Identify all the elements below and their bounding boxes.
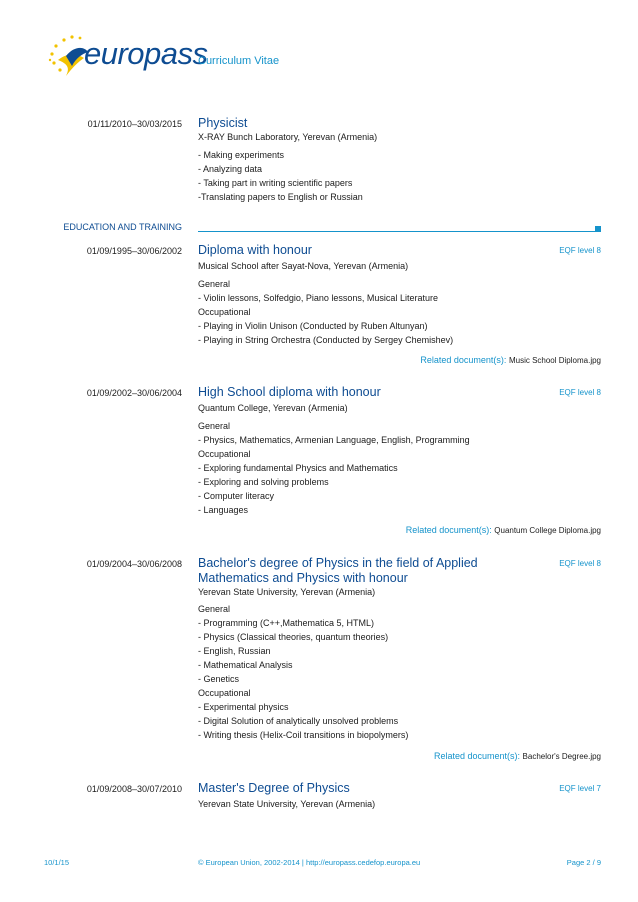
list-item: General [198,421,231,431]
list-item: - Violin lessons, Solfedgio, Piano lessons, Musical Literature [198,293,438,303]
education-date: 01/09/2008–30/07/2010 [86,784,182,794]
list-item: - English, Russian [198,646,271,656]
list-item: General [198,279,231,289]
education-org: Yerevan State University, Yerevan (Armenia) [198,587,376,597]
related-documents [434,751,601,761]
education-date: 01/09/1995–30/06/2002 [86,246,182,256]
list-item: Occupational [198,688,251,698]
list-item: - Physics, Mathematics, Armenian Language, English, Programming [198,435,470,445]
list-item: - Digital Solution of analytically unsolved problems [198,716,399,726]
related-document-link[interactable]: Bachelor's Degree.jpg [522,752,601,761]
related-documents [420,355,601,365]
education-date: 01/09/2004–30/06/2008 [86,559,182,569]
education-org: Musical School after Sayat-Nova, Yerevan (Armenia) [198,261,409,271]
education-org: Quantum College, Yerevan (Armenia) [198,403,348,413]
education-title: Master's Degree of Physics [198,781,350,795]
education-title: High School diploma with honour [198,385,381,399]
education-title: Diploma with honour [198,243,312,257]
eqf-level: EQF level 7 [559,784,601,793]
list-item: - Analyzing data [198,164,263,174]
list-item: -Translating papers to English or Russian [198,192,363,202]
education-lines [198,419,470,517]
work-date: 01/11/2010–30/03/2015 [87,119,182,129]
related-label: Related document(s): [420,355,507,365]
eqf-level: EQF level 8 [559,388,601,397]
work-employer: X-RAY Bunch Laboratory, Yerevan (Armenia) [198,132,378,142]
list-item: - Experimental physics [198,702,289,712]
related-label: Related document(s): [405,525,492,535]
list-item: - Programming (C++,Mathematica 5, HTML) [198,618,375,628]
footer-copyright-link[interactable]: © European Union, 2002-2014 | http://europass.cedefop.europa.eu [198,858,421,867]
list-item: - Playing in String Orchestra (Conducted by Sergey Chemishev) [198,335,454,345]
list-item: Occupational [198,449,251,459]
europass-wordmark: europass [84,36,208,71]
education-date: 01/09/2002–30/06/2004 [86,388,182,398]
eqf-level: EQF level 8 [559,559,601,568]
related-document-link[interactable]: Quantum College Diploma.jpg [494,526,601,535]
education-org: Yerevan State University, Yerevan (Armenia) [198,799,376,809]
list-item: - Physics (Classical theories, quantum theories) [198,632,389,642]
section-heading-education: EDUCATION AND TRAINING [63,222,182,232]
list-item: - Mathematical Analysis [198,660,293,670]
list-item: General [198,604,231,614]
list-item: - Languages [198,505,249,515]
list-item: - Exploring and solving problems [198,477,329,487]
list-item: - Genetics [198,674,240,684]
work-lines [198,148,363,204]
related-documents [406,525,601,535]
related-label: Related document(s): [433,751,521,761]
list-item: - Writing thesis (Helix-Coil transitions in biopolymers) [198,730,409,740]
eqf-level: EQF level 8 [559,246,601,255]
related-document-link[interactable]: Music School Diploma.jpg [508,356,601,365]
section-divider [198,231,596,232]
footer-page-number: Page 2 / 9 [566,858,601,867]
education-title: Bachelor's degree of Physics in the field of Applied Mathematics and Physics with honour [198,556,478,585]
work-title: Physicist [198,116,248,130]
list-item: - Taking part in writing scientific papers [198,178,353,188]
list-item: - Computer literacy [198,491,275,501]
list-item: - Playing in Violin Unison (Conducted by Ruben Altunyan) [198,321,428,331]
education-lines [198,277,453,347]
doc-title: Curriculum Vitae [198,55,280,67]
list-item: - Making experiments [198,150,285,160]
section-square-icon [595,226,601,232]
list-item: Occupational [198,307,251,317]
footer-date: 10/1/15 [44,858,70,867]
list-item: - Exploring fundamental Physics and Mathematics [198,463,398,473]
education-lines [198,602,408,742]
